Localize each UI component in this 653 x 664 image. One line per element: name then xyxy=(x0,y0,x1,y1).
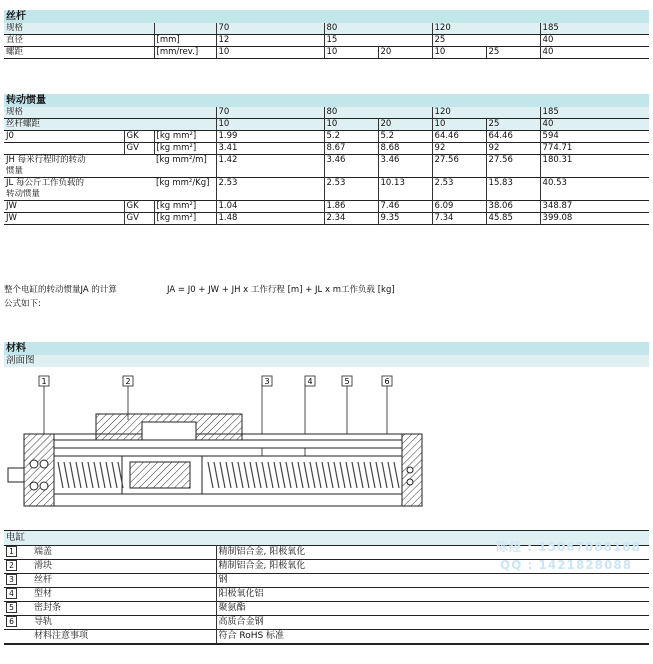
part-name: 材料注意事项 xyxy=(34,631,89,641)
table-row: 规格 70 80 120 185 xyxy=(4,107,649,119)
part-material: 阳极氧化铝 xyxy=(216,588,649,602)
material-subtitle: 剖面图 xyxy=(4,355,649,367)
table-row: JW GV [kg mm²] 1.48 2.34 9.35 7.34 45.85 399.08 xyxy=(4,213,649,225)
part-name: 端盖 xyxy=(34,547,53,557)
screw-title: 丝杆 xyxy=(4,10,649,23)
inertia-table xyxy=(4,107,649,225)
part-material: 精制铝合金, 阳极氧化 xyxy=(216,560,649,574)
watermark-line-2: QQ : 1421828088 xyxy=(500,558,633,572)
callout-2 xyxy=(123,376,133,386)
part-number-box: 6 xyxy=(6,616,17,627)
callout-4 xyxy=(305,376,315,386)
table-row xyxy=(4,588,649,602)
table-row: J0 GK [kg mm²] 1.99 5.2 5.2 64.46 64.46 594 xyxy=(4,131,649,143)
table-row: 螺距 [mm/rev.] 10 10 20 10 25 40 xyxy=(4,47,649,59)
table-row: 规格 70 80 120 185 xyxy=(4,23,649,35)
screw-table xyxy=(4,23,649,59)
part-material: 符合 RoHS 标准 xyxy=(216,630,649,645)
material-title: 材料 xyxy=(4,342,649,355)
svg-text:6: 6 xyxy=(384,377,390,386)
table-row: 惯量 xyxy=(4,166,649,178)
parts-title: 电缸 xyxy=(4,530,649,545)
formula-expression: JA = J0 + JW + JH x 工作行程 [m] + JL x m工作负载 [kg] xyxy=(167,285,395,295)
svg-text:4: 4 xyxy=(307,377,313,386)
part-name: 导轨 xyxy=(34,617,53,627)
formula-text-2: 公式如下: xyxy=(4,299,41,309)
part-number-box: 1 xyxy=(6,546,17,557)
part-name: 滑块 xyxy=(34,561,53,571)
part-material: 高质合金钢 xyxy=(216,616,649,630)
part-material: 聚氨酯 xyxy=(216,602,649,616)
part-name: 密封条 xyxy=(34,603,62,613)
table-row xyxy=(4,574,649,588)
table-row: JH 每米行程时的转动 [kg mm²/m] 1.42 3.46 3.46 27.56 27.56 180.31 xyxy=(4,155,649,167)
part-number-box: 5 xyxy=(6,602,17,613)
part-name: 丝杆 xyxy=(34,575,53,585)
part-name: 型材 xyxy=(34,589,53,599)
svg-text:3: 3 xyxy=(264,377,270,386)
part-material: 钢 xyxy=(216,574,649,588)
material-section xyxy=(4,342,649,367)
callout-1 xyxy=(39,376,49,386)
callout-5 xyxy=(342,376,352,386)
table-row: 丝杆螺距 10 10 20 10 25 40 xyxy=(4,119,649,131)
part-material: 精制铝合金, 阳极氧化 xyxy=(216,546,649,560)
table-row xyxy=(4,630,649,645)
table-row: JW GK [kg mm²] 1.04 1.86 7.46 6.09 38.06 348.87 xyxy=(4,201,649,213)
part-number-box: 3 xyxy=(6,574,17,585)
svg-text:1: 1 xyxy=(41,377,47,386)
part-number-box: 4 xyxy=(6,588,17,599)
part-number-box: 2 xyxy=(6,560,17,571)
formula-text-1: 整个电缸的转动惯量JA 的计算 xyxy=(4,285,117,295)
table-row: 直径 [mm] 12 15 25 40 xyxy=(4,35,649,47)
cross-section-drawing xyxy=(0,372,653,522)
table-row xyxy=(4,602,649,616)
inertia-title: 转动惯量 xyxy=(4,94,649,107)
table-row: GV [kg mm²] 3.41 8.67 8.68 92 92 774.71 xyxy=(4,143,649,155)
inertia-section xyxy=(4,94,649,225)
callout-6 xyxy=(382,376,392,386)
svg-text:5: 5 xyxy=(344,377,350,386)
callout-3 xyxy=(262,376,272,386)
table-row: JL 每公斤工作负载的 [kg mm²/Kg] 2.53 2.53 10.13 2.53 15.83 40.53 xyxy=(4,178,649,190)
watermark-line-1: 陈经 : 15067088188 xyxy=(496,540,642,554)
svg-text:2: 2 xyxy=(125,377,131,386)
table-row: 转动惯量 xyxy=(4,189,649,201)
screw-section xyxy=(4,10,649,59)
table-row xyxy=(4,616,649,630)
